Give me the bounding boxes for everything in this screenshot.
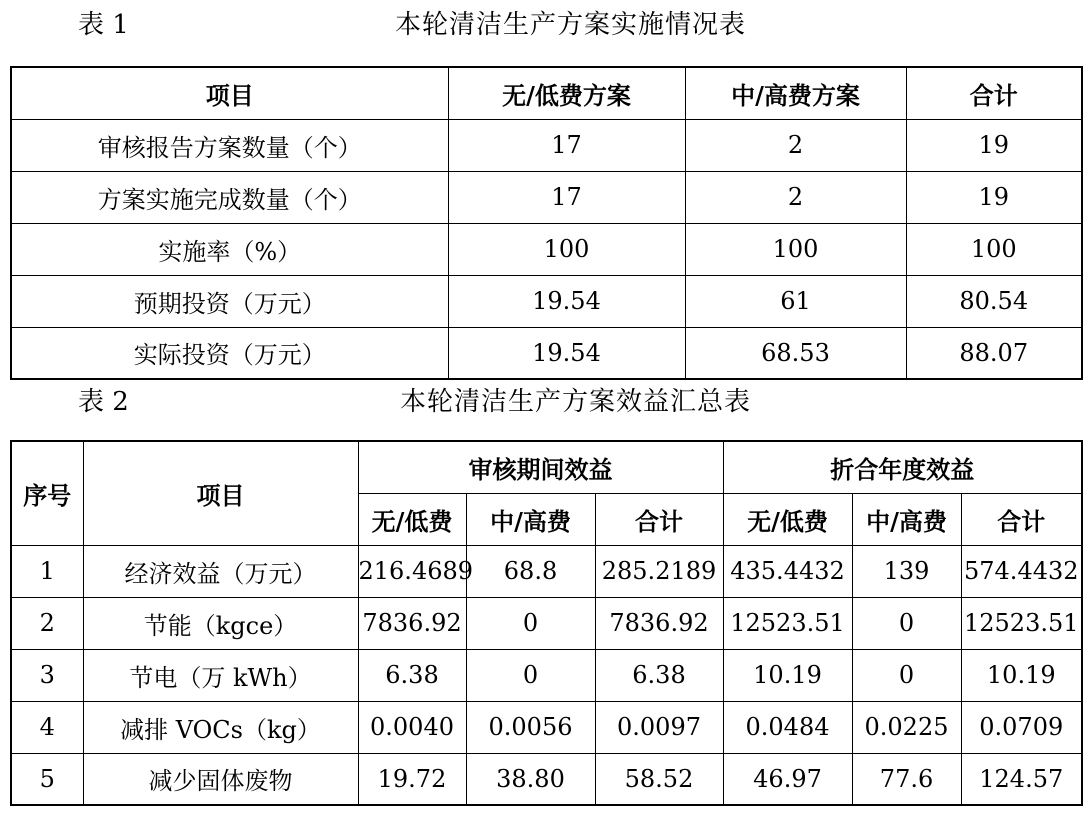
table-row xyxy=(11,545,1082,597)
table2-subheader: 中/高费 xyxy=(466,493,595,545)
table-cell: 216.4689 xyxy=(358,545,466,597)
table2-label: 表 2 xyxy=(78,387,129,417)
table-cell: 4 xyxy=(11,701,83,753)
table-cell: 5 xyxy=(11,753,83,805)
table-cell: 68.53 xyxy=(685,327,906,379)
table-cell: 实施率（%） xyxy=(11,223,448,275)
table2-subheader: 无/低费 xyxy=(723,493,852,545)
table2-title: 本轮清洁生产方案效益汇总表 xyxy=(399,387,751,417)
table-row xyxy=(11,223,1082,275)
table-row xyxy=(11,649,1082,701)
table-cell: 0 xyxy=(466,649,595,701)
table2-header-annual: 折合年度效益 xyxy=(723,441,1082,493)
table2-header-seq: 序号 xyxy=(11,441,83,545)
table2-subheader: 无/低费 xyxy=(358,493,466,545)
table1-header-low-cost: 无/低费方案 xyxy=(448,67,685,119)
table-cell: 减少固体废物 xyxy=(83,753,358,805)
table2-caption xyxy=(0,380,1091,424)
table1-label: 表 1 xyxy=(78,10,129,40)
table-cell: 46.97 xyxy=(723,753,852,805)
table-cell: 0 xyxy=(852,649,961,701)
table-cell: 实际投资（万元） xyxy=(11,327,448,379)
table-cell: 19 xyxy=(906,171,1082,223)
table-cell: 0.0225 xyxy=(852,701,961,753)
table-cell: 19.54 xyxy=(448,275,685,327)
table-cell: 0.0056 xyxy=(466,701,595,753)
table2-header-row-1 xyxy=(11,441,1082,493)
table-cell: 68.8 xyxy=(466,545,595,597)
table-cell: 6.38 xyxy=(358,649,466,701)
table1-caption xyxy=(0,3,1091,47)
table2-subheader: 合计 xyxy=(595,493,723,545)
table-cell: 19.54 xyxy=(448,327,685,379)
table-cell: 19.72 xyxy=(358,753,466,805)
table1-header-high-cost: 中/高费方案 xyxy=(685,67,906,119)
table-cell: 预期投资（万元） xyxy=(11,275,448,327)
table-cell: 17 xyxy=(448,119,685,171)
table2-subheader: 中/高费 xyxy=(852,493,961,545)
table-cell: 88.07 xyxy=(906,327,1082,379)
table-cell: 2 xyxy=(11,597,83,649)
table-cell: 节电（万 kWh） xyxy=(83,649,358,701)
table-cell: 61 xyxy=(685,275,906,327)
table-cell: 2 xyxy=(685,119,906,171)
table-cell: 285.2189 xyxy=(595,545,723,597)
table-cell: 77.6 xyxy=(852,753,961,805)
table-row xyxy=(11,597,1082,649)
table-cell: 124.57 xyxy=(961,753,1082,805)
table-row xyxy=(11,275,1082,327)
table-row xyxy=(11,701,1082,753)
table-cell: 1 xyxy=(11,545,83,597)
table-cell: 38.80 xyxy=(466,753,595,805)
table-row xyxy=(11,171,1082,223)
table-cell: 减排 VOCs（kg） xyxy=(83,701,358,753)
table-row xyxy=(11,753,1082,805)
table-cell: 10.19 xyxy=(723,649,852,701)
table-cell: 100 xyxy=(906,223,1082,275)
table-row xyxy=(11,119,1082,171)
table-cell: 节能（kgce） xyxy=(83,597,358,649)
table1 xyxy=(10,66,1083,380)
table-cell: 6.38 xyxy=(595,649,723,701)
table-cell: 12523.51 xyxy=(961,597,1082,649)
table-cell: 100 xyxy=(448,223,685,275)
table-cell: 0 xyxy=(852,597,961,649)
table-cell: 审核报告方案数量（个） xyxy=(11,119,448,171)
table2-subheader: 合计 xyxy=(961,493,1082,545)
table-cell: 0.0097 xyxy=(595,701,723,753)
table-cell: 3 xyxy=(11,649,83,701)
table-cell: 0.0709 xyxy=(961,701,1082,753)
table-cell: 0.0484 xyxy=(723,701,852,753)
table-cell: 435.4432 xyxy=(723,545,852,597)
table1-header-total: 合计 xyxy=(906,67,1082,119)
table-cell: 19 xyxy=(906,119,1082,171)
table-cell: 17 xyxy=(448,171,685,223)
table-cell: 0 xyxy=(466,597,595,649)
table-cell: 方案实施完成数量（个） xyxy=(11,171,448,223)
table1-header-row xyxy=(11,67,1082,119)
table1-title: 本轮清洁生产方案实施情况表 xyxy=(394,10,746,40)
table-row xyxy=(11,327,1082,379)
table-cell: 10.19 xyxy=(961,649,1082,701)
table-cell: 0.0040 xyxy=(358,701,466,753)
table-cell: 经济效益（万元） xyxy=(83,545,358,597)
table-cell: 80.54 xyxy=(906,275,1082,327)
table2-header-item: 项目 xyxy=(83,441,358,545)
table-cell: 58.52 xyxy=(595,753,723,805)
table2-header-audit-period: 审核期间效益 xyxy=(358,441,723,493)
table1-header-item: 项目 xyxy=(11,67,448,119)
table-cell: 2 xyxy=(685,171,906,223)
table-cell: 7836.92 xyxy=(358,597,466,649)
table-cell: 7836.92 xyxy=(595,597,723,649)
table-cell: 574.4432 xyxy=(961,545,1082,597)
table-cell: 100 xyxy=(685,223,906,275)
table-cell: 12523.51 xyxy=(723,597,852,649)
table-cell: 139 xyxy=(852,545,961,597)
table2 xyxy=(10,440,1083,806)
